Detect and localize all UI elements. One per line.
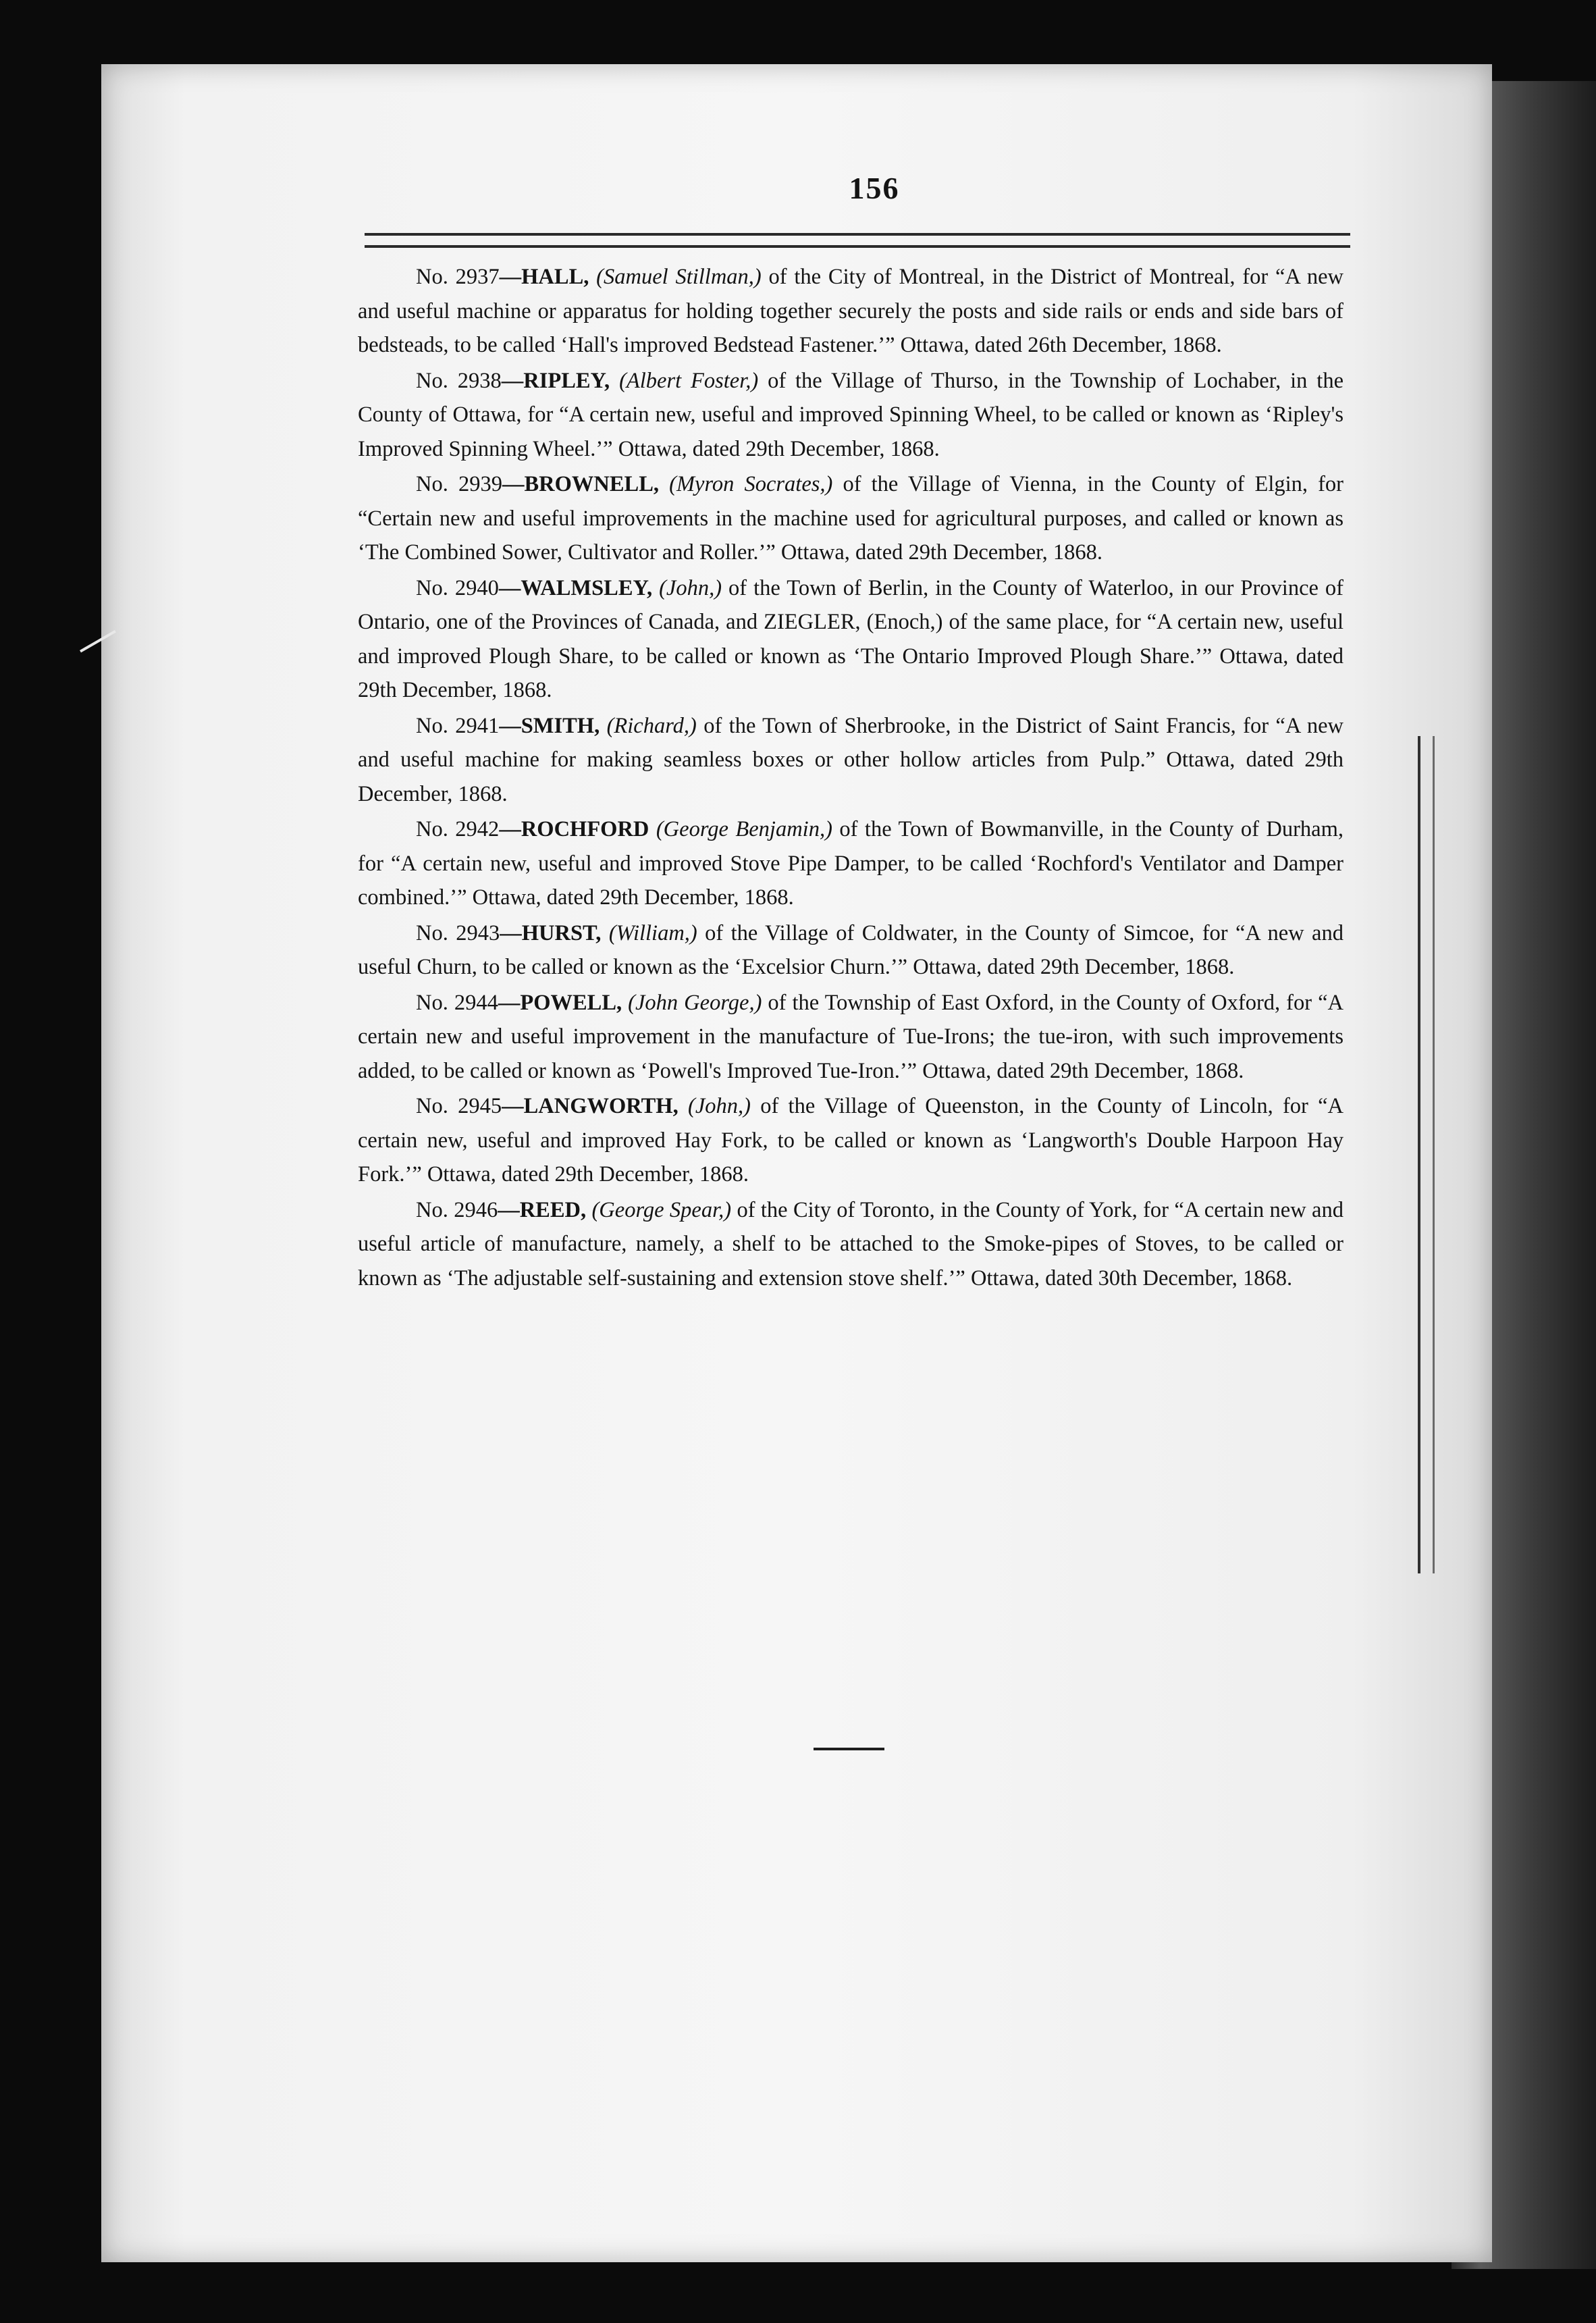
patent-entry-2940: [358, 571, 1344, 708]
entry-number: No. 2941: [416, 713, 500, 738]
entry-surname: —HURST,: [500, 920, 602, 945]
entry-text: of the Town of Bowmanville, in the County of Durham, for “A certain new, useful and improved Stove Pipe Damper, to be called ‘Rochford's Ventilator and Damper combined.’” Ottawa, dated 29th December, 1868.: [358, 817, 1344, 910]
patent-entry-2944: [358, 986, 1344, 1089]
entry-text: of the Village of Vienna, in the County of Elgin, for “Certain new and useful improvements in the machine used for agricultural purposes, and called or known as ‘The Combined Sower, Cultivator and Roller.’” Ottawa, dated 29th December, 1868.: [358, 472, 1344, 565]
entry-number: No. 2944: [416, 990, 498, 1015]
entry-number: No. 2943: [416, 920, 500, 945]
entry-given-name: (John,): [688, 1094, 751, 1118]
entry-surname: —HALL,: [499, 265, 589, 289]
entry-given-name: (Samuel Stillman,): [596, 265, 762, 289]
page-number: 156: [849, 171, 900, 205]
entry-given-name: (Albert Foster,): [619, 368, 759, 393]
entry-given-name: (John George,): [628, 990, 762, 1015]
entry-number: No. 2945: [416, 1094, 502, 1118]
entry-given-name: (George Spear,): [591, 1197, 732, 1222]
end-rule: [814, 1748, 884, 1750]
entry-surname: —WALMSLEY,: [498, 575, 653, 600]
entry-text: of the Township of East Oxford, in the County of Oxford, for “A certain new and useful improvement in the manufacture of Tue-Irons; the tue-iron, with such improvements added, to be called or known as ‘Powell's Improved Tue-Iron.’” Ottawa, dated 29th December, 1868.: [358, 990, 1344, 1083]
header-rule: [365, 233, 1350, 248]
entry-surname: —SMITH,: [499, 713, 600, 738]
entry-surname: —RIPLEY,: [501, 368, 610, 393]
entry-given-name: (John,): [659, 575, 722, 600]
entry-text: of the City of Toronto, in the County of York, for “A certain new and useful article of manufacture, namely, a shelf to be attached to the Smoke-pipes of Stoves, to be called or known as ‘The adjustable self-sustaining and extension stove shelf.’” Ottawa, dated 30th December, 1868.: [358, 1197, 1344, 1290]
entry-number: No. 2937: [416, 265, 500, 289]
binding-mark: [1418, 736, 1435, 1573]
patent-entry-2938: [358, 364, 1344, 467]
patent-entry-2939: [358, 467, 1344, 570]
entry-surname: —POWELL,: [498, 990, 622, 1015]
entry-surname: —LANGWORTH,: [502, 1094, 679, 1118]
entry-number: No. 2946: [416, 1197, 498, 1222]
entry-surname: —REED,: [498, 1197, 587, 1222]
patent-entry-2942: [358, 812, 1344, 915]
patent-entry-2937: [358, 260, 1344, 363]
entry-number: No. 2942: [416, 817, 500, 841]
patent-entry-2945: [358, 1089, 1344, 1192]
entry-surname: —BROWNELL,: [502, 472, 660, 496]
entry-text: of the Village of Thurso, in the Township of Lochaber, in the County of Ottawa, for “A certain new, useful and improved Spinning Wheel, to be called or known as ‘Ripley's Improved Spinning Wheel.’” Ottawa, dated 29th December, 1868.: [358, 368, 1344, 461]
patent-entry-2943: [358, 916, 1344, 985]
entry-surname: —ROCHFORD: [499, 817, 649, 841]
entry-given-name: (William,): [608, 920, 697, 945]
entry-text: of the Village of Queenston, in the County of Lincoln, for “A certain new, useful and improved Hay Fork, to be called or known as ‘Langworth's Double Harpoon Hay Fork.’” Ottawa, dated 29th December, 1868.: [358, 1094, 1344, 1186]
entry-text: of the Village of Coldwater, in the County of Simcoe, for “A new and useful Churn, to be called or known as the ‘Excelsior Churn.’” Ottawa, dated 29th December, 1868.: [358, 920, 1344, 979]
entry-number: No. 2938: [416, 368, 502, 393]
entry-text: of the Town of Sherbrooke, in the District of Saint Francis, for “A new and useful machine for making seamless boxes or other hollow articles from Pulp.” Ottawa, dated 29th December, 1868.: [358, 713, 1344, 806]
entry-number: No. 2939: [416, 472, 502, 496]
entry-text: of the Town of Berlin, in the County of Waterloo, in our Province of Ontario, one of the Provinces of Canada, and ZIEGLER, (Enoch,) of the same place, for “A certain new, useful and improved Plough Share, to be called or known as ‘The Ontario Improved Plough Share.’” Ottawa, dated 29th December, 1868.: [358, 575, 1344, 702]
entry-given-name: (Myron Socrates,): [669, 472, 833, 496]
entry-text: of the City of Montreal, in the District of Montreal, for “A new and useful machine or apparatus for holding together securely the posts and side rails or ends and side bars of bedsteads, to be called ‘Hall's improved Bedstead Fastener.’” Ottawa, dated 26th December, 1868.: [358, 265, 1344, 357]
patent-entry-2946: [358, 1193, 1344, 1296]
entry-number: No. 2940: [416, 575, 499, 600]
patent-entries: [358, 260, 1344, 1297]
patent-entry-2941: [358, 709, 1344, 812]
entry-given-name: (Richard,): [606, 713, 697, 738]
entry-given-name: (George Benjamin,): [656, 817, 832, 841]
